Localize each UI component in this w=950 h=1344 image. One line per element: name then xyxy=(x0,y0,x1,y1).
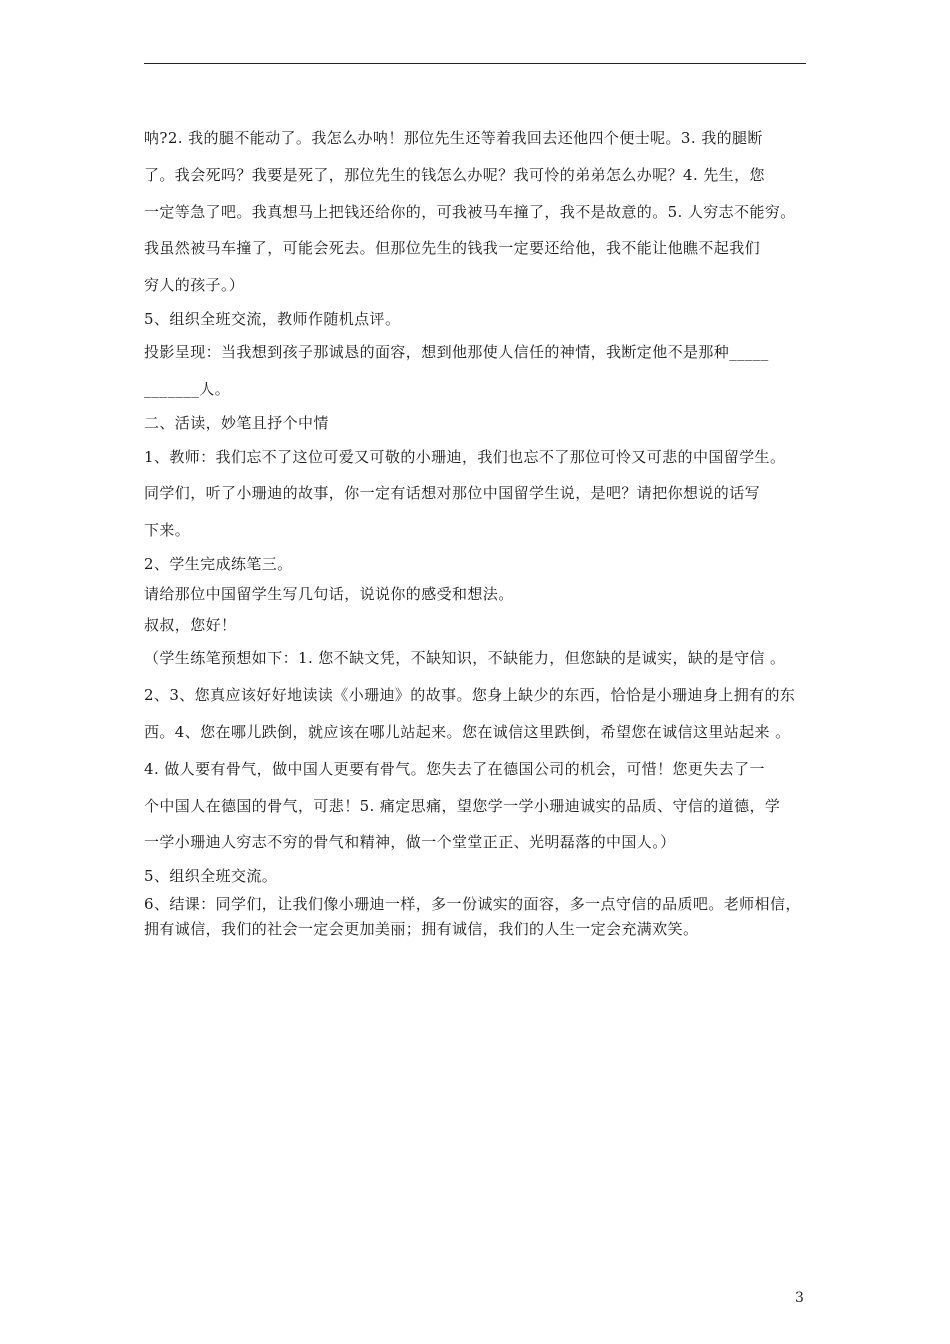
paragraph-line: 一学小珊迪人穷志不穷的骨气和精神，做一个堂堂正正、光明磊落的中国人。） xyxy=(144,833,676,852)
header-rule xyxy=(144,63,806,64)
paragraph-line: （学生练笔预想如下：1. 您不缺文凭，不缺知识，不缺能力，但您缺的是诚实，缺的是守信 。 xyxy=(144,649,786,668)
document-body xyxy=(144,120,808,942)
paragraph-line: 5、组织全班交流，教师作随机点评。 xyxy=(144,309,401,328)
paragraph-line: 5、组织全班交流。 xyxy=(144,867,278,886)
paragraph-line: 穷人的孩子。） xyxy=(144,276,245,295)
paragraph-line: 拥有诚信，我们的社会一定会更加美丽；拥有诚信，我们的人生一定会充满欢笑。 xyxy=(144,919,699,938)
paragraph-line: 呐?2. 我的腿不能动了。我怎么办呐！那位先生还等着我回去还他四个便士呢。3. 我的腿断 xyxy=(144,129,763,147)
paragraph-line: 4. 做人要有骨气，做中国人更要有骨气。您失去了在德国公司的机会，可惜！您更失去了一 xyxy=(144,759,765,778)
paragraph-line: 我虽然被马车撞了，可能会死去。但那位先生的钱我一定要还给他，我不能让他瞧不起我们 xyxy=(144,239,761,258)
paragraph-line: 西。4、您在哪儿跌倒，就应该在哪儿站起来。您在诚信这里跌倒，希望您在诚信这里站起来 。 xyxy=(144,723,791,742)
paragraph-line: 叔叔，您好！ xyxy=(144,615,237,634)
section-heading: 二、活读，妙笔且抒个中情 xyxy=(144,414,329,433)
paragraph-line: 投影呈现：当我想到孩子那诚恳的面容，想到他那使人信任的神情，我断定他不是那种_____ xyxy=(144,343,769,362)
paragraph-line: 个中国人在德国的骨气，可悲！5. 痛定思痛，望您学一学小珊迪诚实的品质、守信的道德，学 xyxy=(144,796,781,815)
paragraph-line: 1、教师：我们忘不了这位可爱又可敬的小珊迪，我们也忘不了那位可怜又可悲的中国留学生。 xyxy=(144,447,786,466)
paragraph-line: _______人。 xyxy=(144,380,231,399)
paragraph-line: 6、结课：同学们，让我们像小珊迪一样，多一份诚实的面容，多一点守信的品质吧。老师相信， xyxy=(144,894,801,913)
paragraph-line: 请给那位中国留学生写几句话，说说你的感受和想法。 xyxy=(144,585,514,604)
paragraph-line: 了。我会死吗？我要是死了，那位先生的钱怎么办呢？我可怜的弟弟怎么办呢？4. 先生，您 xyxy=(144,165,765,184)
page-number: 3 xyxy=(795,1290,804,1306)
paragraph-line: 2、3、您真应该好好地读读《小珊迪》的故事。您身上缺少的东西，恰恰是小珊迪身上拥有的东 xyxy=(144,686,796,705)
paragraph-line: 2、学生完成练笔三。 xyxy=(144,554,293,573)
paragraph-line: 下来。 xyxy=(144,521,191,540)
paragraph-line: 同学们，听了小珊迪的故事，你一定有话想对那位中国留学生说，是吧？请把你想说的话写 xyxy=(144,484,761,503)
paragraph-line: 一定等急了吧。我真想马上把钱还给你的，可我被马车撞了，我不是故意的。5. 人穷志不能穷。 xyxy=(144,202,796,221)
